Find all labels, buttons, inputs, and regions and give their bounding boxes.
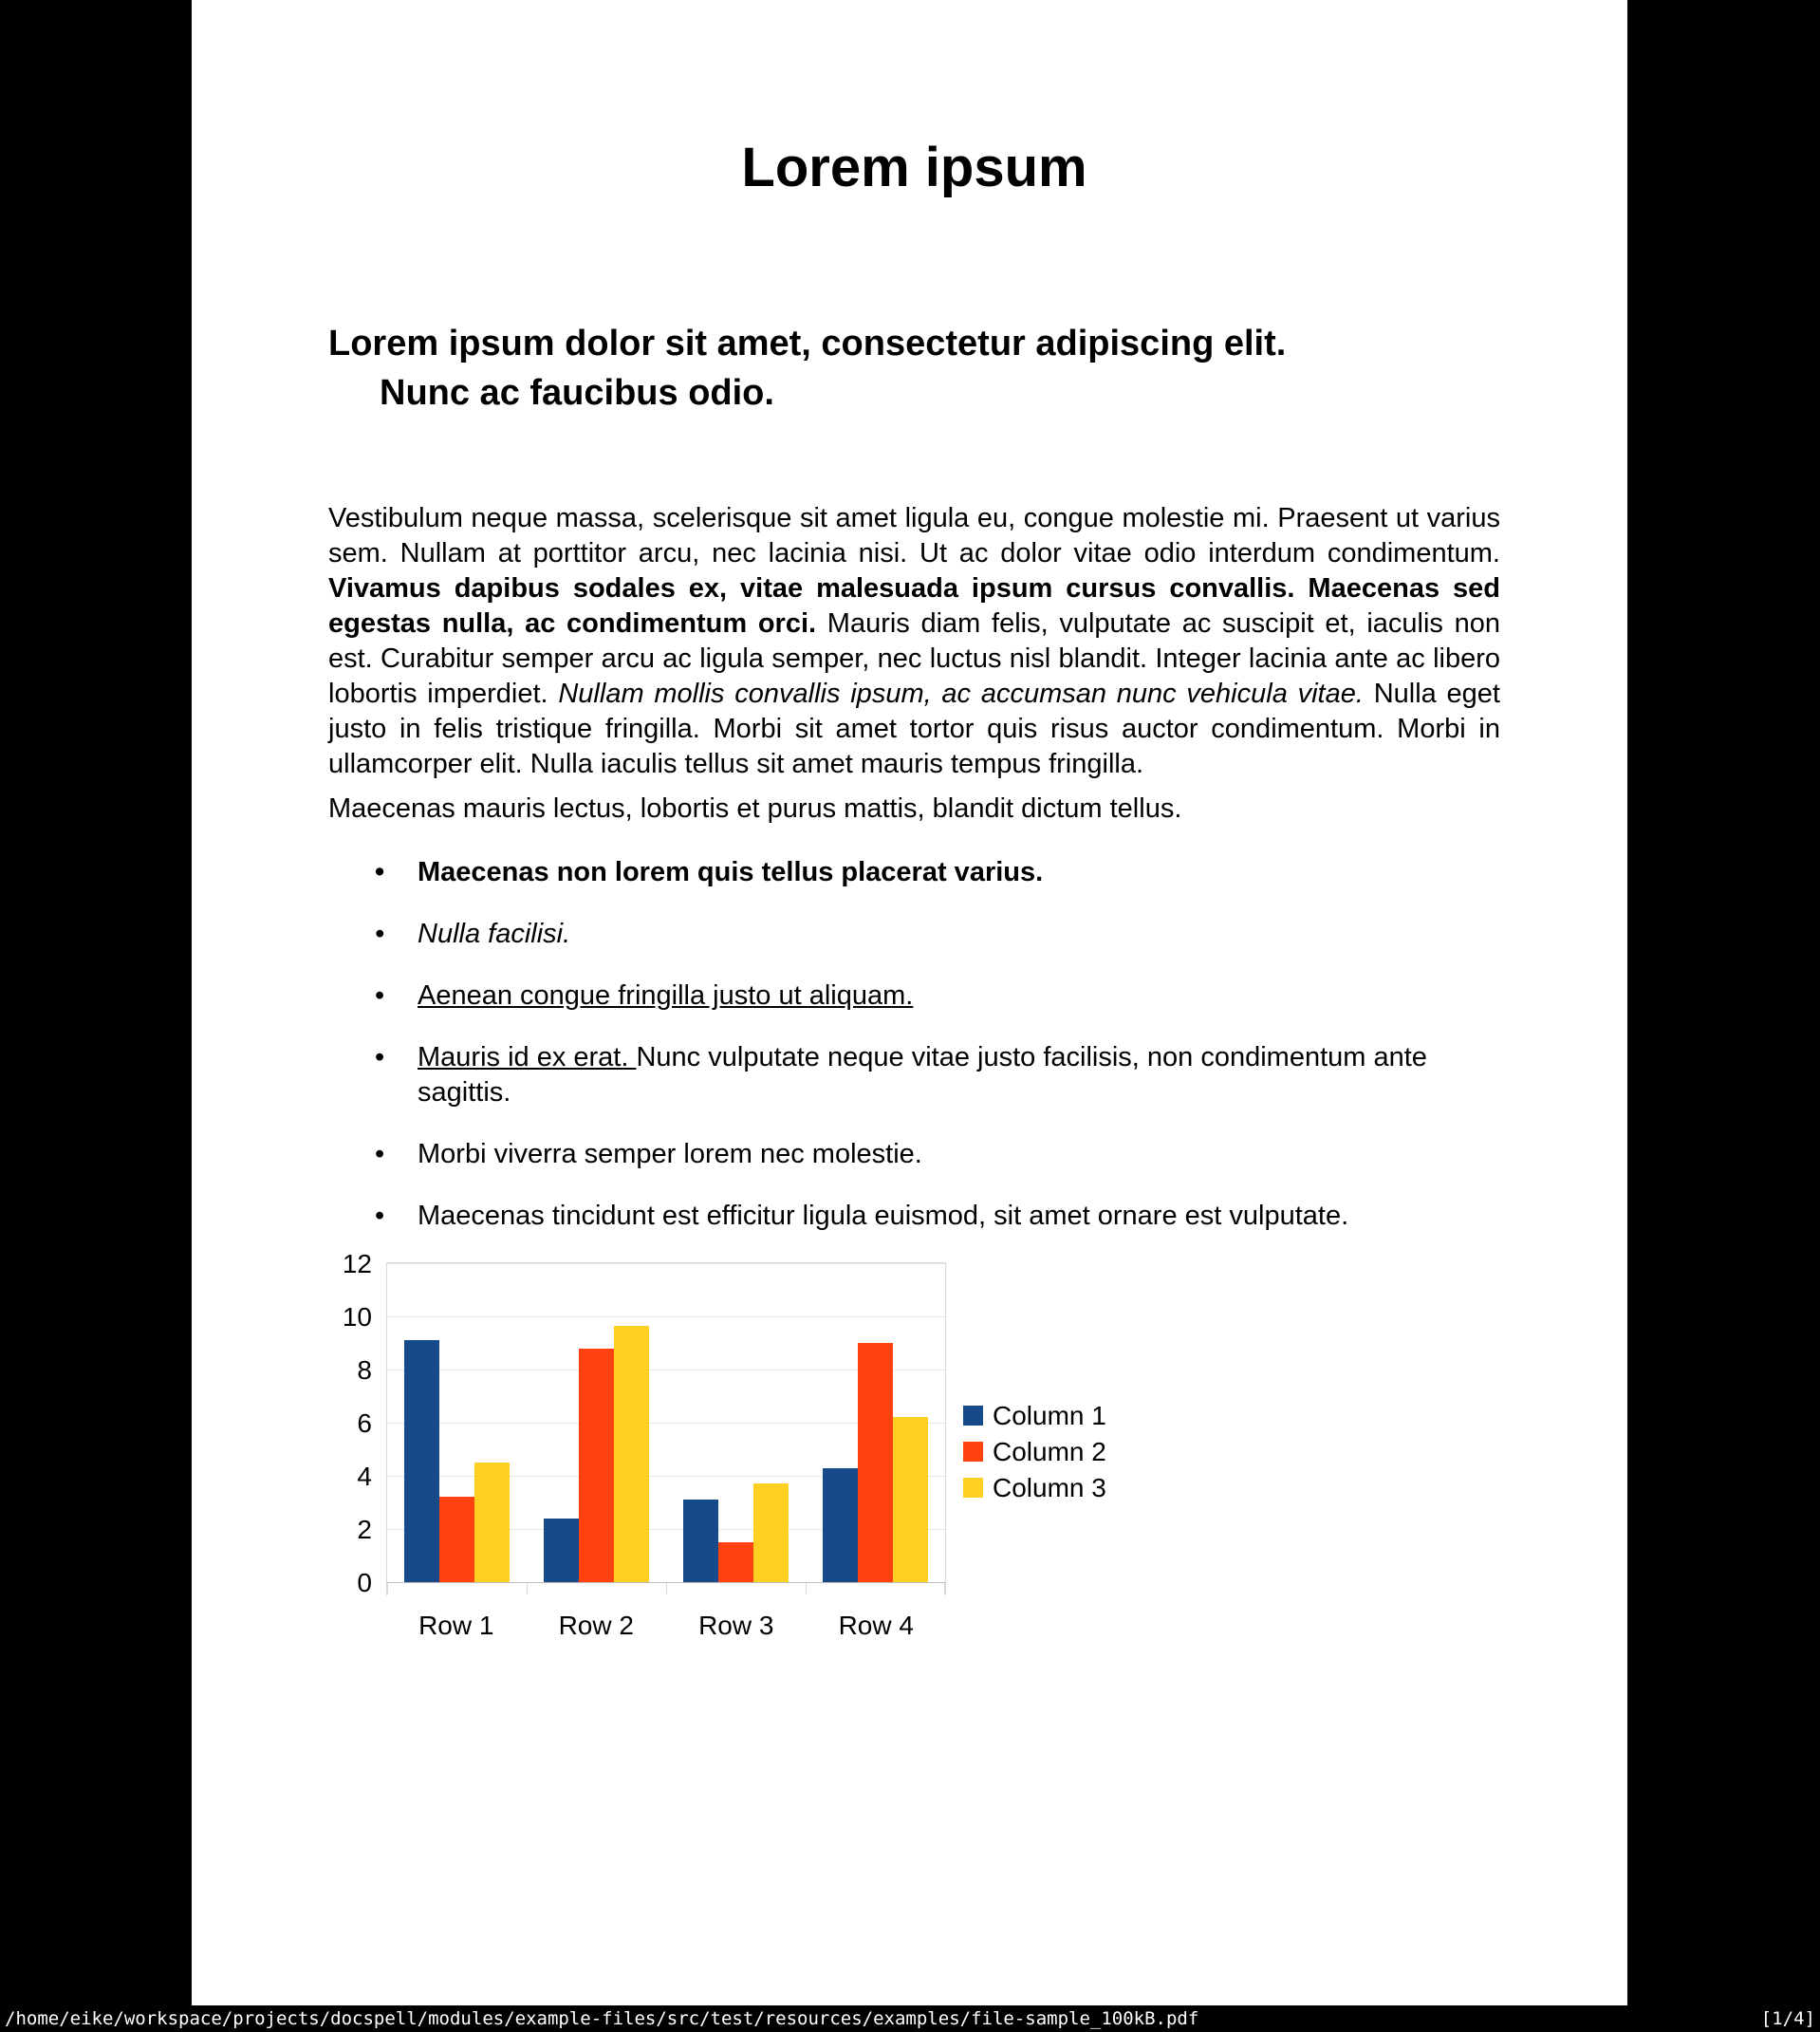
bar-row3-column1 [683, 1500, 718, 1582]
legend-entry [963, 1401, 1106, 1430]
x-category-label: Row 4 [838, 1611, 914, 1640]
list-item [375, 979, 1500, 1014]
legend-swatch-column-1 [963, 1406, 983, 1426]
heading-line-1: Lorem ipsum dolor sit amet, consectetur adipiscing elit. [328, 324, 1287, 364]
list-item: • Maecenas non lorem quis tellus placerat varius. [375, 855, 1500, 890]
chart-y-axis [328, 1249, 372, 1597]
bar-row1-column1 [404, 1340, 439, 1582]
gridline [387, 1316, 945, 1317]
heading-line-2: Nunc ac faucibus odio. [380, 373, 774, 413]
x-axis-tick [806, 1583, 807, 1594]
legend-entry [963, 1437, 1106, 1466]
x-category-label: Row 2 [558, 1611, 634, 1640]
y-tick-label: 12 [342, 1249, 372, 1278]
bar-chart [328, 1249, 1500, 1641]
document-title: Lorem ipsum [741, 137, 1087, 198]
bar-row4-column2 [858, 1343, 893, 1582]
legend-entry [963, 1473, 1106, 1502]
y-tick-label: 0 [357, 1568, 372, 1597]
list-item [375, 1040, 1500, 1110]
statusbar-file-path: /home/eike/workspace/projects/docspell/modules/example-files/src/test/resources/examples/file-sample_100kB.pdf [5, 2008, 1199, 2029]
bar-row1-column3 [474, 1463, 510, 1582]
legend-label: Column 3 [993, 1473, 1106, 1502]
gridline [387, 1263, 945, 1264]
chart-x-labels [386, 1611, 946, 1641]
bullet-list [328, 855, 1500, 1234]
legend-label: Column 1 [993, 1401, 1106, 1430]
bar-row3-column2 [718, 1542, 753, 1582]
list-item: • Maecenas tincidunt est efficitur ligula euismod, sit amet ornare est vulputate. [375, 1199, 1500, 1234]
bar-row1-column2 [439, 1497, 474, 1582]
bar-row2-column3 [614, 1326, 649, 1582]
pdf-page [192, 0, 1627, 2005]
paragraph-segment-bold: Vivamus dapibus sodales ex, vitae malesuada ipsum cursus convallis. Maecenas sed egestas nulla, ac condimentum orci. [328, 573, 1500, 639]
chart-x-axis-strip [386, 1583, 946, 1595]
page-content [192, 137, 1627, 1641]
legend-swatch-column-3 [963, 1478, 983, 1498]
list-item: • Nulla facilisi. [375, 917, 1500, 952]
bar-row4-column3 [893, 1417, 928, 1582]
paragraph-segment: Nulla eget justo in felis tristique fringilla. Morbi sit amet tortor quis risus auctor condimentum. Morbi in ullamcorper elit. Nulla iaculis tellus sit amet mauris tempus fringilla. [328, 679, 1500, 779]
x-axis-tick [944, 1583, 945, 1594]
statusbar-page-indicator: [1/4] [1760, 2008, 1815, 2029]
paragraph-segment-italic: Nullam mollis convallis ipsum, ac accumsan nunc vehicula vitae. [558, 679, 1374, 709]
y-tick-label: 10 [342, 1302, 372, 1332]
y-tick-label: 8 [357, 1355, 372, 1385]
paragraph-segment: Vestibulum neque massa, scelerisque sit amet ligula eu, congue molestie mi. Praesent ut varius sem. Nullam at porttitor arcu, nec lacinia nisi. Ut ac dolor vitae odio interdum condimentum. [328, 503, 1500, 569]
legend-label: Column 2 [993, 1437, 1106, 1466]
chart-legend [963, 1394, 1106, 1509]
paragraph-segment: Mauris diam felis, vulputate ac suscipit et, iaculis non est. Curabitur semper arcu ac ligula semper, nec luctus nisl blandit. Integer lacinia ante ac libero lobortis imperdiet. [328, 608, 1500, 709]
y-tick-label: 2 [357, 1515, 372, 1544]
underlined-text: Mauris id ex erat. [418, 1042, 637, 1072]
document-heading [328, 319, 1500, 418]
legend-swatch-column-2 [963, 1442, 983, 1462]
viewer-statusbar [0, 2005, 1820, 2032]
x-category-label: Row 1 [418, 1611, 494, 1640]
x-category-label: Row 3 [698, 1611, 774, 1640]
x-axis-tick [666, 1583, 667, 1594]
y-tick-label: 4 [357, 1462, 372, 1491]
underlined-text: Aenean congue fringilla justo ut aliquam. [418, 980, 914, 1011]
x-axis-tick [387, 1583, 388, 1594]
chart-plot-area [386, 1262, 946, 1583]
list-intro-paragraph: Maecenas mauris lectus, lobortis et purus mattis, blandit dictum tellus. [328, 793, 1182, 824]
list-item: • Morbi viverra semper lorem nec molestie. [375, 1137, 1500, 1172]
body-paragraph [328, 501, 1500, 782]
y-tick-label: 6 [357, 1408, 372, 1438]
bar-row2-column2 [579, 1349, 614, 1582]
list-item-text: Nunc vulputate neque vitae justo facilisis, non condimentum ante sagittis. [418, 1042, 1427, 1108]
x-axis-tick [527, 1583, 528, 1594]
chart-plot-column [386, 1262, 946, 1641]
bar-row3-column3 [753, 1483, 789, 1582]
bar-row2-column1 [544, 1519, 579, 1582]
bar-row4-column1 [823, 1468, 858, 1582]
